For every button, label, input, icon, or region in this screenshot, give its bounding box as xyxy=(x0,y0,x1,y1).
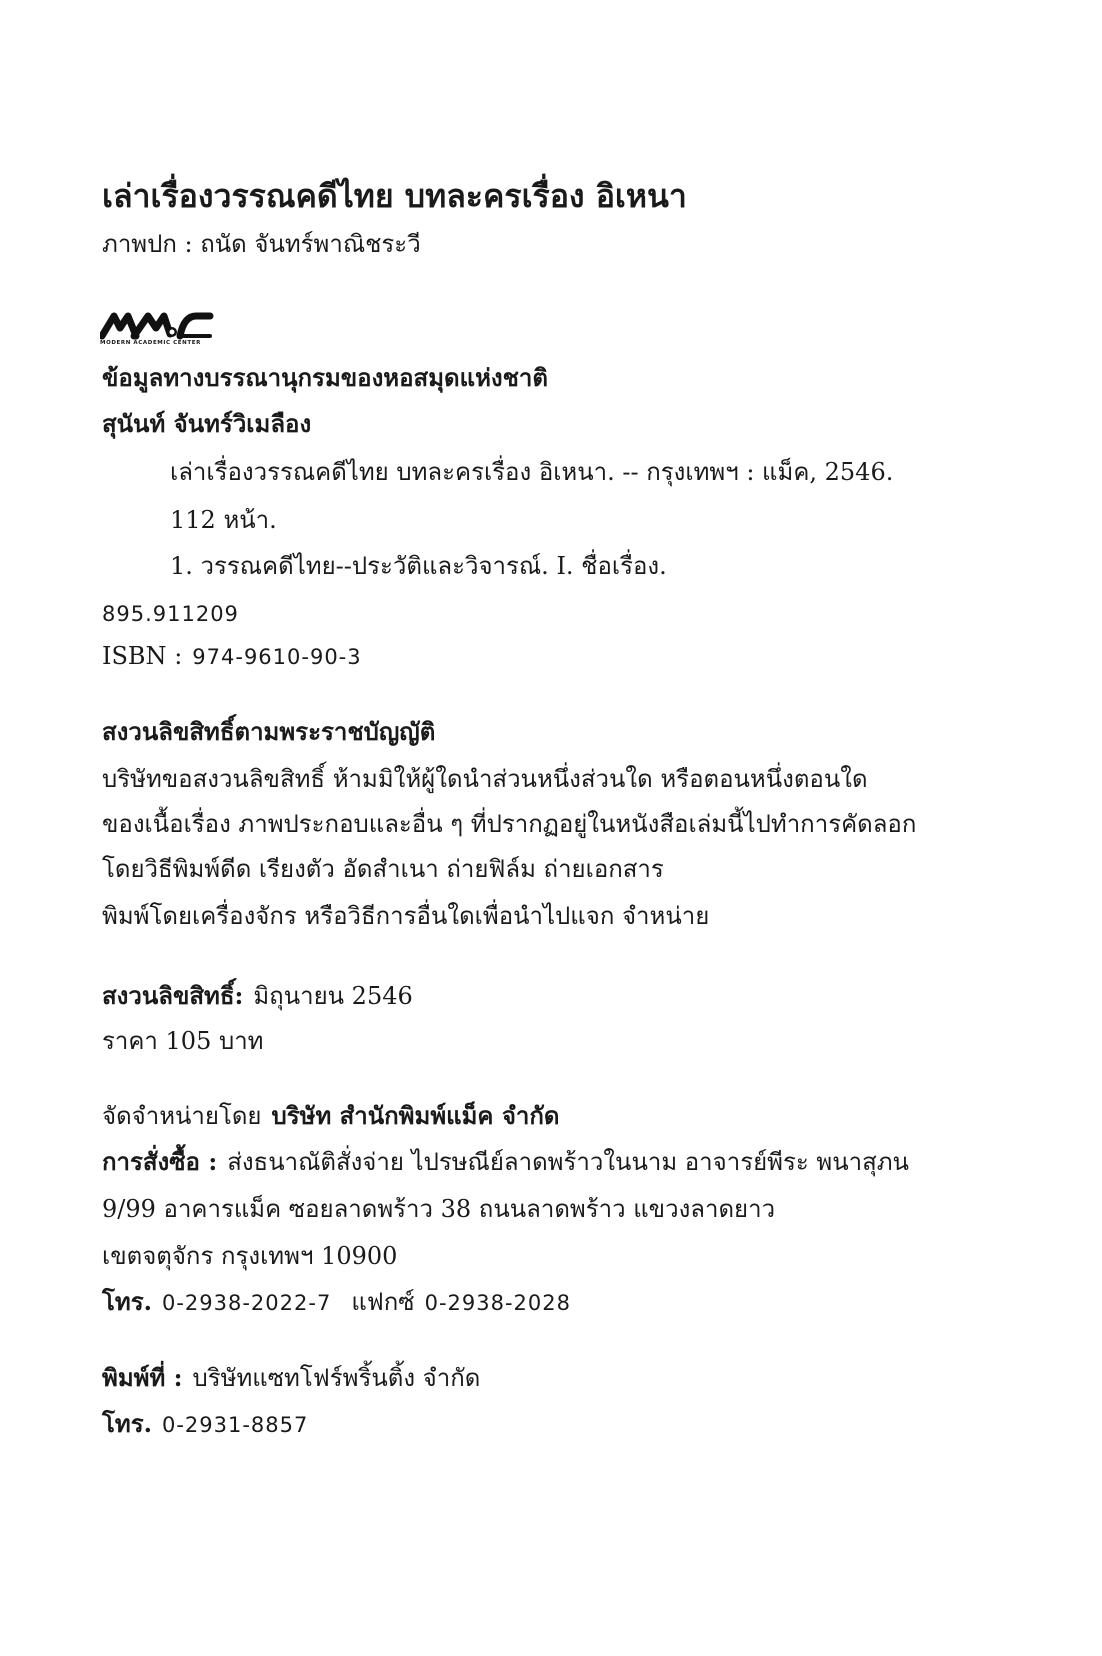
printer-phone: 0-2931-8857 xyxy=(161,1413,309,1437)
phone-label: โทร. xyxy=(102,1287,152,1316)
isbn-value: 974-9610-90-3 xyxy=(192,645,362,669)
order-label: การสั่งซื้อ : xyxy=(102,1147,218,1176)
price-line: ราคา 105 บาท xyxy=(102,1027,264,1055)
address-line-2: เขตจตุจักร กรุงเทพฯ 10900 xyxy=(102,1242,398,1270)
book-title: เล่าเรื่องวรรณคดีไทย บทละครเรื่อง อิเหนา xyxy=(102,177,687,215)
catalog-author: สุนันท์ จันทร์วิเมลือง xyxy=(102,409,312,438)
printer-name: บริษัทแซทโฟร์พริ้นติ้ง จำกัด xyxy=(192,1364,481,1392)
classification-number: 895.911209 xyxy=(102,602,239,626)
edition-line xyxy=(102,980,413,1012)
contact-line xyxy=(102,1286,571,1319)
copyright-heading: สงวนลิขสิทธิ์ตามพระราชบัญญัติ xyxy=(102,717,436,746)
order-text: ส่งธนาณัติสั่งจ่าย ไปรษณีย์ลาดพร้าวในนาม อาจารย์พีระ พนาสุภน xyxy=(227,1148,909,1176)
address-line-1: 9/99 อาคารแม็ค ซอยลาดพร้าว 38 ถนนลาดพร้าว แขวงลาดยาว xyxy=(102,1195,776,1223)
copyright-line-4: พิมพ์โดยเครื่องจักร หรือวิธีการอื่นใดเพื่อนำไปแจก จำหน่าย xyxy=(102,902,710,930)
copyright-line-3: โดยวิธีพิมพ์ดีด เรียงตัว อัดสำเนา ถ่ายฟิล์ม ถ่ายเอกสาร xyxy=(102,855,664,883)
fax-number: 0-2938-2028 xyxy=(424,1291,571,1315)
copyright-line-2: ของเนื้อเรื่อง ภาพประกอบและอื่น ๆ ที่ปรากฏอยู่ในหนังสือเล่มนี้ไปทำการคัดลอก xyxy=(102,810,917,838)
isbn-line xyxy=(102,640,362,673)
distribution-company: บริษัท สำนักพิมพ์แม็ค จำกัด xyxy=(271,1101,560,1130)
edition-date: มิถุนายน 2546 xyxy=(253,982,413,1010)
fax-label: แฟกซ์ xyxy=(351,1288,415,1316)
cover-credit: ภาพปก : ถนัด จันทร์พาณิชระวี xyxy=(102,230,421,258)
distribution-line xyxy=(102,1100,560,1132)
distribution-label: จัดจำหน่ายโดย xyxy=(102,1102,262,1130)
publisher-logo-text: MODERN ACADEMIC CENTER xyxy=(100,340,201,346)
copyright-line-1: บริษัทขอสงวนลิขสิทธิ์ ห้ามมิให้ผู้ใดนำส่วนหนึ่งส่วนใด หรือตอนหนึ่งตอนใด xyxy=(102,765,868,793)
phone-number: 0-2938-2022-7 xyxy=(161,1291,332,1315)
catalog-entry-3: 1. วรรณคดีไทย--ประวัติและวิจารณ์. I. ชื่อเรื่อง. xyxy=(170,552,667,580)
edition-label: สงวนลิขสิทธิ์: xyxy=(102,981,244,1010)
catalog-entry-2: 112 หน้า. xyxy=(170,506,277,534)
printer-phone-line xyxy=(102,1408,308,1441)
catalog-heading: ข้อมูลทางบรรณานุกรมของหอสมุดแห่งชาติ xyxy=(102,363,548,392)
isbn-label: ISBN : xyxy=(102,642,183,670)
catalog-entry-1: เล่าเรื่องวรรณคดีไทย บทละครเรื่อง อิเหนา. -- กรุงเทพฯ : แม็ค, 2546. xyxy=(170,458,894,486)
printer-label: พิมพ์ที่ : xyxy=(102,1363,183,1392)
printer-line xyxy=(102,1362,480,1394)
order-line xyxy=(102,1146,909,1178)
printer-phone-label: โทร. xyxy=(102,1409,152,1438)
